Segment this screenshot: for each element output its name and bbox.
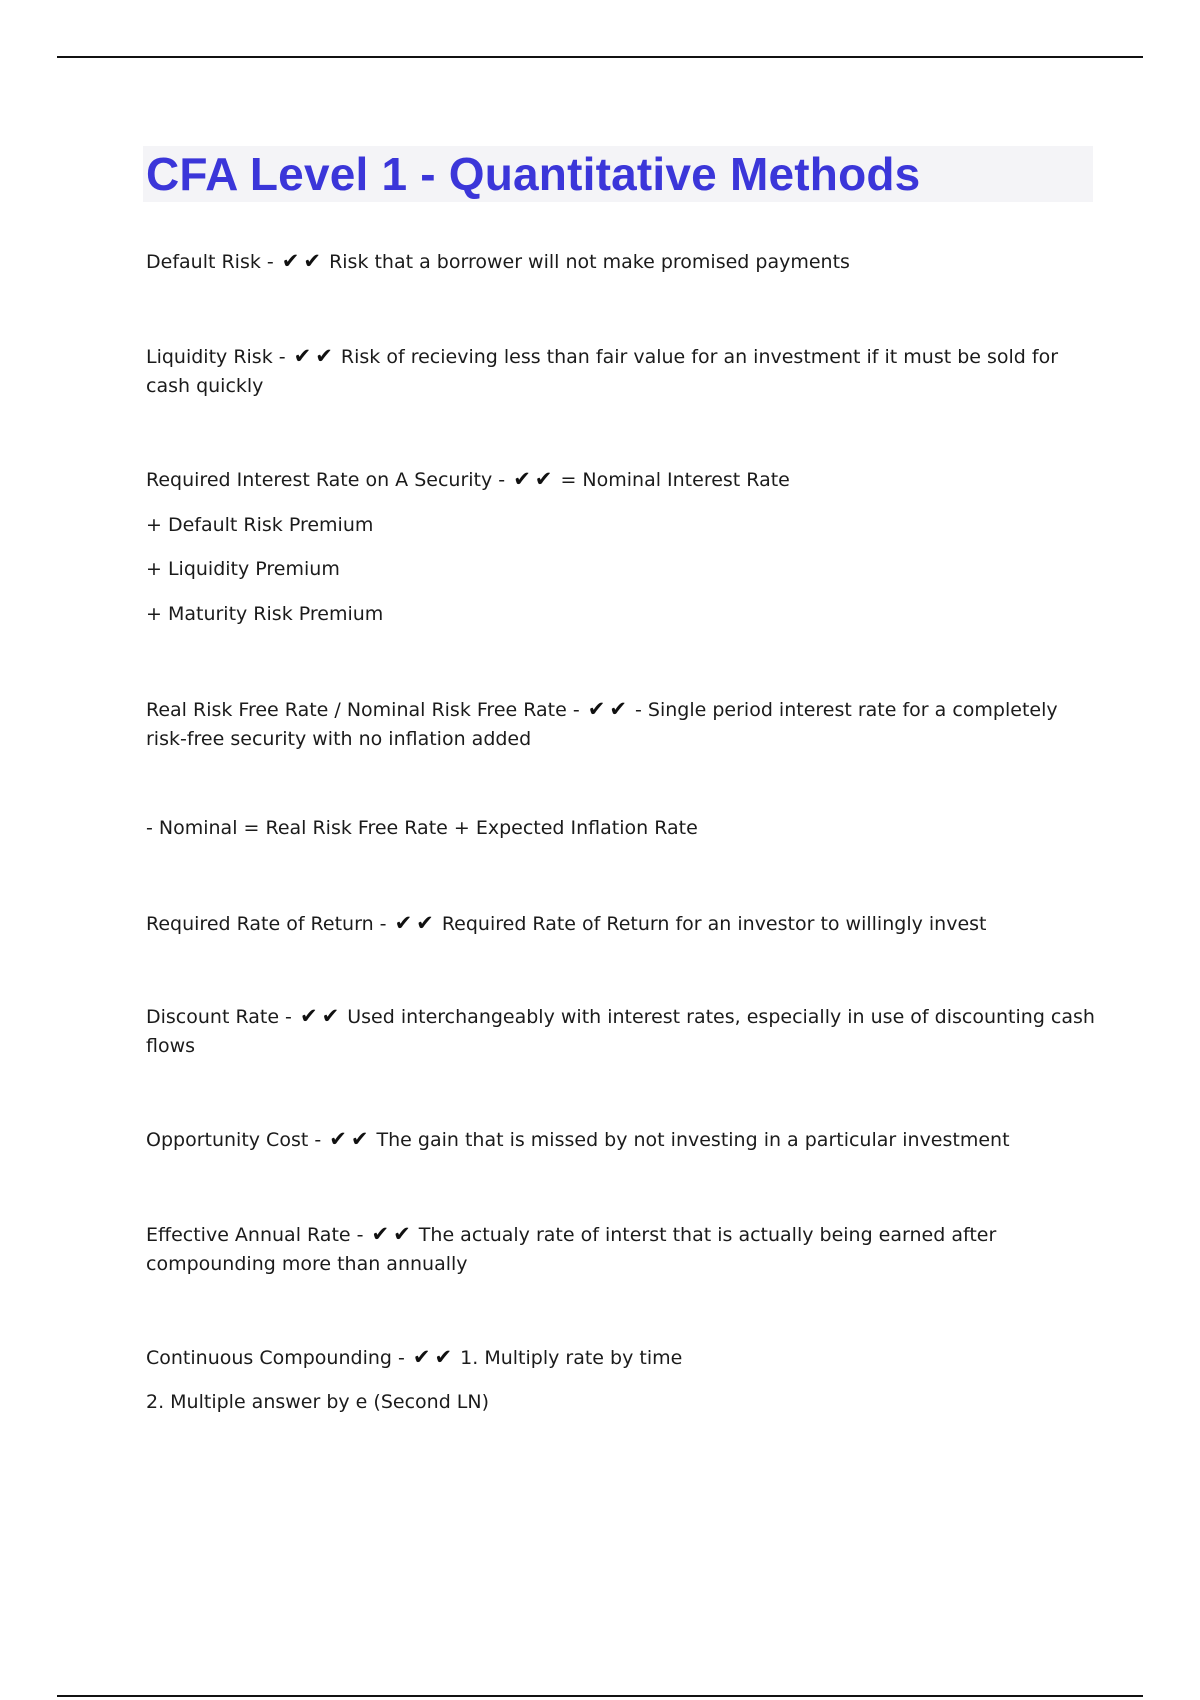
check-icon: ✔ — [315, 344, 333, 368]
entry-definition: Used interchangeably with interest rates, especially in use of discounting cash flows — [146, 1006, 1095, 1057]
entry-required-interest-rate — [146, 465, 1096, 495]
entry-liquidity-risk — [146, 342, 1096, 401]
entry-definition: Risk of recieving less than fair value for an investment if it must be sold for cash quickly — [146, 346, 1059, 397]
entry-definition: Risk that a borrower will not make promised payments — [329, 251, 850, 273]
entry-definition: The actualy rate of interst that is actually being earned after compounding more than annually — [146, 1224, 997, 1275]
continuation-line: + Maturity Risk Premium — [146, 603, 384, 625]
check-icon: ✔ — [587, 697, 606, 721]
entry-required-rate-of-return — [146, 909, 1096, 939]
entry-term: Liquidity Risk - — [146, 346, 286, 368]
entry-definition: Required Rate of Return for an investor to willingly invest — [441, 913, 987, 935]
entry-nominal-note: - Nominal = Real Risk Free Rate + Expected Inflation Rate — [146, 817, 698, 839]
check-icon: ✔ — [299, 1004, 318, 1028]
check-icon: ✔ — [281, 249, 300, 273]
continuation-line: + Liquidity Premium — [146, 558, 340, 580]
entry-definition: = Nominal Interest Rate — [560, 469, 790, 491]
check-icon: ✔ — [394, 911, 413, 935]
check-icon: ✔ — [416, 911, 434, 935]
entry-continuous-compounding — [146, 1343, 1096, 1373]
check-icon: ✔ — [329, 1127, 347, 1151]
check-icon: ✔ — [393, 1222, 411, 1246]
entry-definition: The gain that is missed by not investing in a particular investment — [376, 1129, 1010, 1151]
bottom-rule — [57, 1695, 1143, 1697]
entry-term: Required Interest Rate on A Security - — [146, 469, 506, 491]
check-icon: ✔ — [371, 1222, 390, 1246]
check-icon: ✔ — [513, 467, 531, 491]
check-icon: ✔ — [303, 249, 322, 273]
entry-term: Continuous Compounding - — [146, 1347, 405, 1369]
check-icon: ✔ — [534, 467, 553, 491]
entry-discount-rate — [146, 1002, 1096, 1061]
check-icon: ✔ — [321, 1004, 340, 1028]
check-icon: ✔ — [412, 1345, 431, 1369]
entry-term: Default Risk - — [146, 251, 274, 273]
entry-default-risk — [146, 247, 1096, 277]
check-icon: ✔ — [434, 1345, 453, 1369]
entry-term: Required Rate of Return - — [146, 913, 387, 935]
entry-term: Real Risk Free Rate / Nominal Risk Free Rate - — [146, 699, 580, 721]
entry-term: Effective Annual Rate - — [146, 1224, 364, 1246]
entry-term: Discount Rate - — [146, 1006, 292, 1028]
entry-definition: - Single period interest rate for a completely risk-free security with no inflation added — [146, 699, 1058, 750]
entry-term: Opportunity Cost - — [146, 1129, 322, 1151]
entry-effective-annual-rate — [146, 1220, 1096, 1279]
check-icon: ✔ — [350, 1127, 369, 1151]
document-title: CFA Level 1 - Quantitative Methods — [146, 148, 921, 200]
top-rule — [57, 56, 1143, 58]
continuation-line: + Default Risk Premium — [146, 514, 374, 536]
entry-definition: 1. Multiply rate by time — [460, 1347, 683, 1369]
entry-opportunity-cost — [146, 1125, 1096, 1155]
entry-real-risk-free-rate — [146, 695, 1096, 754]
continuation-line: 2. Multiple answer by e (Second LN) — [146, 1391, 490, 1413]
check-icon: ✔ — [609, 697, 627, 721]
check-icon: ✔ — [293, 344, 312, 368]
